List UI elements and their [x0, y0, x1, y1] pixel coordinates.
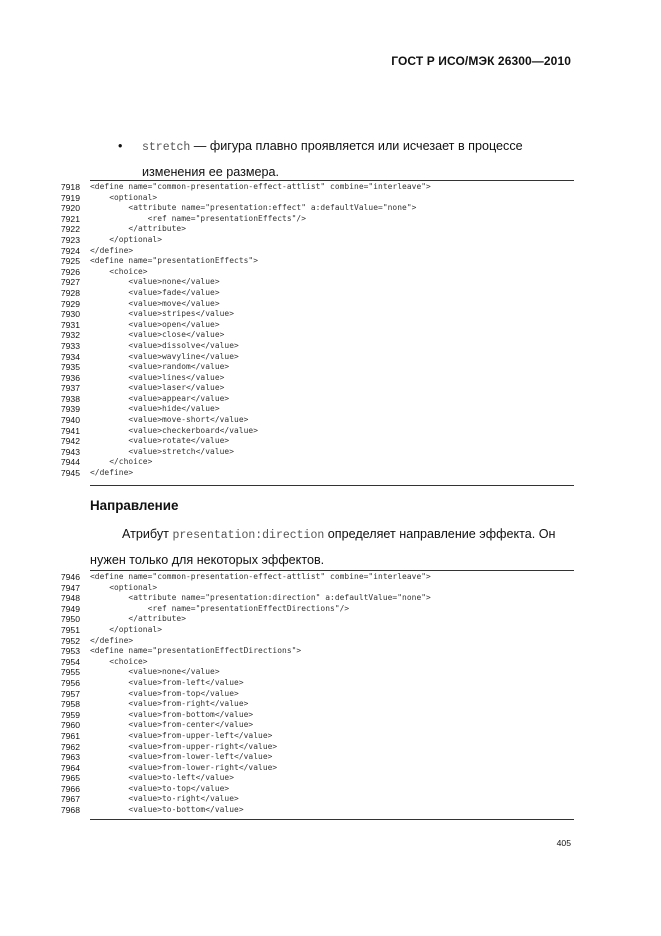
standard-header: ГОСТ Р ИСО/МЭК 26300—2010	[391, 54, 571, 68]
code-line	[60, 415, 574, 426]
code-text: <ref name="presentationEffects"/>	[90, 213, 307, 223]
code-text: <value>from-upper-right</value>	[90, 741, 278, 751]
code-text: <value>to-left</value>	[90, 773, 235, 783]
code-text: <value>none</value>	[90, 667, 220, 677]
code-line	[60, 572, 574, 583]
line-number: 7919	[60, 192, 80, 203]
line-number: 7967	[60, 794, 80, 805]
code-text: <value>from-upper-left</value>	[90, 730, 273, 740]
code-text: <optional>	[90, 582, 158, 592]
code-line	[60, 784, 574, 795]
code-text: <value>from-lower-left</value>	[90, 752, 273, 762]
line-number: 7930	[60, 309, 80, 320]
code-line	[60, 583, 574, 594]
code-line	[60, 341, 574, 352]
line-number: 7927	[60, 277, 80, 288]
line-number: 7943	[60, 446, 80, 457]
line-number: 7949	[60, 603, 80, 614]
paragraph-after: определяет направление эффекта. Он	[324, 527, 556, 541]
code-text: <value>move-short</value>	[90, 415, 249, 425]
code-text: <value>from-top</value>	[90, 688, 239, 698]
code-line	[60, 246, 574, 257]
code-line	[60, 742, 574, 753]
code-text: <value>random</value>	[90, 362, 230, 372]
line-number: 7938	[60, 393, 80, 404]
code-line	[60, 330, 574, 341]
code-line	[60, 763, 574, 774]
code-text: <value>wavyline</value>	[90, 351, 239, 361]
code-text: <value>fade</value>	[90, 287, 220, 297]
code-text: <value>to-top</value>	[90, 783, 230, 793]
code-line	[60, 352, 574, 363]
code-line	[60, 468, 574, 479]
line-number: 7939	[60, 404, 80, 415]
line-number: 7964	[60, 762, 80, 773]
line-number: 7963	[60, 752, 80, 763]
code-line	[60, 224, 574, 235]
line-number: 7957	[60, 688, 80, 699]
line-number: 7926	[60, 266, 80, 277]
code-line	[60, 193, 574, 204]
code-line	[60, 805, 574, 816]
code-text: <value>from-center</value>	[90, 720, 254, 730]
code-text: <define name="common-presentation-effect-attlist" combine="interleave">	[90, 182, 431, 191]
paragraph-term: presentation:direction	[172, 529, 325, 542]
code-text: <attribute name="presentation:effect" a:defaultValue="none">	[90, 203, 417, 213]
code-text: <value>open</value>	[90, 319, 220, 329]
code-text: <value>from-lower-right</value>	[90, 762, 278, 772]
code-line	[60, 383, 574, 394]
line-number: 7937	[60, 383, 80, 394]
line-number: 7953	[60, 646, 80, 657]
line-number: 7952	[60, 635, 80, 646]
line-number: 7941	[60, 425, 80, 436]
line-number: 7940	[60, 415, 80, 426]
line-number: 7965	[60, 773, 80, 784]
code-line	[60, 426, 574, 437]
code-line	[60, 625, 574, 636]
line-number: 7958	[60, 699, 80, 710]
paragraph-continuation: нужен только для некоторых эффектов.	[90, 553, 325, 567]
code-text: </optional>	[90, 624, 163, 634]
code-text: <value>laser</value>	[90, 383, 225, 393]
code-text: <value>close</value>	[90, 330, 225, 340]
code-text: </define>	[90, 245, 134, 255]
line-number: 7944	[60, 457, 80, 468]
code-text: <value>stripes</value>	[90, 309, 235, 319]
section-title: Направление	[90, 498, 179, 513]
code-text: <define name="common-presentation-effect-attlist" combine="interleave">	[90, 572, 431, 581]
line-number: 7968	[60, 805, 80, 816]
code-text: </optional>	[90, 234, 163, 244]
page-number: 405	[556, 838, 571, 848]
code-text: <define name="presentationEffects">	[90, 256, 259, 266]
code-line	[60, 604, 574, 615]
code-line	[60, 267, 574, 278]
code-text: </attribute>	[90, 614, 187, 624]
code-line	[60, 614, 574, 625]
line-number: 7920	[60, 203, 80, 214]
code-line	[60, 699, 574, 710]
code-line	[60, 203, 574, 214]
code-line	[60, 394, 574, 405]
code-line	[60, 720, 574, 731]
line-number: 7931	[60, 319, 80, 330]
code-line	[60, 309, 574, 320]
code-rule-bottom-2	[90, 819, 574, 820]
line-number: 7951	[60, 624, 80, 635]
code-line	[60, 256, 574, 267]
bullet-text	[142, 134, 574, 160]
line-number: 7960	[60, 720, 80, 731]
code-text: </choice>	[90, 457, 153, 467]
code-text: <value>from-left</value>	[90, 677, 244, 687]
code-line	[60, 646, 574, 657]
code-text: <value>hide</value>	[90, 404, 220, 414]
code-line	[60, 182, 574, 193]
code-line	[60, 731, 574, 742]
code-line	[60, 657, 574, 668]
line-number: 7922	[60, 224, 80, 235]
code-text: <attribute name="presentation:direction" a:defaultValue="none">	[90, 593, 431, 603]
line-number: 7918	[60, 182, 80, 192]
code-rule-bottom-1	[90, 485, 574, 486]
code-line	[60, 678, 574, 689]
code-listing-1	[60, 182, 574, 479]
code-text: <value>to-right</value>	[90, 794, 239, 804]
line-number: 7935	[60, 362, 80, 373]
code-text: <value>checkerboard</value>	[90, 425, 259, 435]
line-number: 7928	[60, 287, 80, 298]
line-number: 7948	[60, 593, 80, 604]
code-line	[60, 235, 574, 246]
code-text: <value>none</value>	[90, 277, 220, 287]
bullet-continuation: изменения ее размера.	[142, 165, 280, 179]
line-number: 7961	[60, 730, 80, 741]
code-text: <value>lines</value>	[90, 372, 225, 382]
code-line	[60, 447, 574, 458]
code-text: </attribute>	[90, 224, 187, 234]
code-text: <value>dissolve</value>	[90, 340, 239, 350]
code-line	[60, 667, 574, 678]
line-number: 7936	[60, 372, 80, 383]
code-line	[60, 288, 574, 299]
line-number: 7925	[60, 256, 80, 267]
code-rule-top-2	[90, 570, 574, 571]
code-text: </define>	[90, 635, 134, 645]
code-text: <value>from-bottom</value>	[90, 709, 254, 719]
code-line	[60, 299, 574, 310]
line-number: 7966	[60, 783, 80, 794]
code-text: <value>stretch</value>	[90, 446, 235, 456]
line-number: 7947	[60, 582, 80, 593]
line-number: 7959	[60, 709, 80, 720]
code-line	[60, 710, 574, 721]
paragraph-before: Атрибут	[122, 527, 173, 541]
code-line	[60, 373, 574, 384]
bullet-mark: •	[118, 139, 123, 153]
code-text: <value>rotate</value>	[90, 436, 230, 446]
code-text: <define name="presentationEffectDirections">	[90, 646, 302, 656]
code-line	[60, 436, 574, 447]
code-line	[60, 214, 574, 225]
line-number: 7929	[60, 298, 80, 309]
bullet-item-stretch	[118, 134, 574, 184]
code-rule-top-1	[90, 180, 574, 181]
line-number: 7932	[60, 330, 80, 341]
line-number: 7934	[60, 351, 80, 362]
code-text: <choice>	[90, 656, 148, 666]
line-number: 7954	[60, 656, 80, 667]
code-text: </define>	[90, 468, 134, 478]
code-line	[60, 773, 574, 784]
line-number: 7946	[60, 572, 80, 582]
code-line	[60, 362, 574, 373]
bullet-term: stretch	[142, 141, 191, 154]
code-line	[60, 320, 574, 331]
code-line	[60, 689, 574, 700]
code-line	[60, 752, 574, 763]
line-number: 7962	[60, 741, 80, 752]
line-number: 7921	[60, 213, 80, 224]
line-number: 7942	[60, 436, 80, 447]
code-text: <value>from-right</value>	[90, 699, 249, 709]
code-line	[60, 277, 574, 288]
code-text: <value>move</value>	[90, 298, 220, 308]
line-number: 7950	[60, 614, 80, 625]
code-line	[60, 593, 574, 604]
code-line	[60, 457, 574, 468]
line-number: 7945	[60, 468, 80, 479]
paragraph-direction	[90, 522, 574, 572]
code-text: <optional>	[90, 192, 158, 202]
code-text: <value>appear</value>	[90, 393, 230, 403]
line-number: 7933	[60, 340, 80, 351]
code-text: <value>to-bottom</value>	[90, 805, 244, 815]
code-line	[60, 404, 574, 415]
code-listing-2	[60, 572, 574, 816]
code-text: <choice>	[90, 266, 148, 276]
line-number: 7924	[60, 245, 80, 256]
line-number: 7956	[60, 677, 80, 688]
bullet-description: — фигура плавно проявляется или исчезает в процессе	[190, 139, 523, 153]
line-number: 7923	[60, 234, 80, 245]
code-line	[60, 636, 574, 647]
code-text: <ref name="presentationEffectDirections"/>	[90, 603, 350, 613]
code-line	[60, 794, 574, 805]
paragraph-line	[90, 522, 574, 548]
line-number: 7955	[60, 667, 80, 678]
